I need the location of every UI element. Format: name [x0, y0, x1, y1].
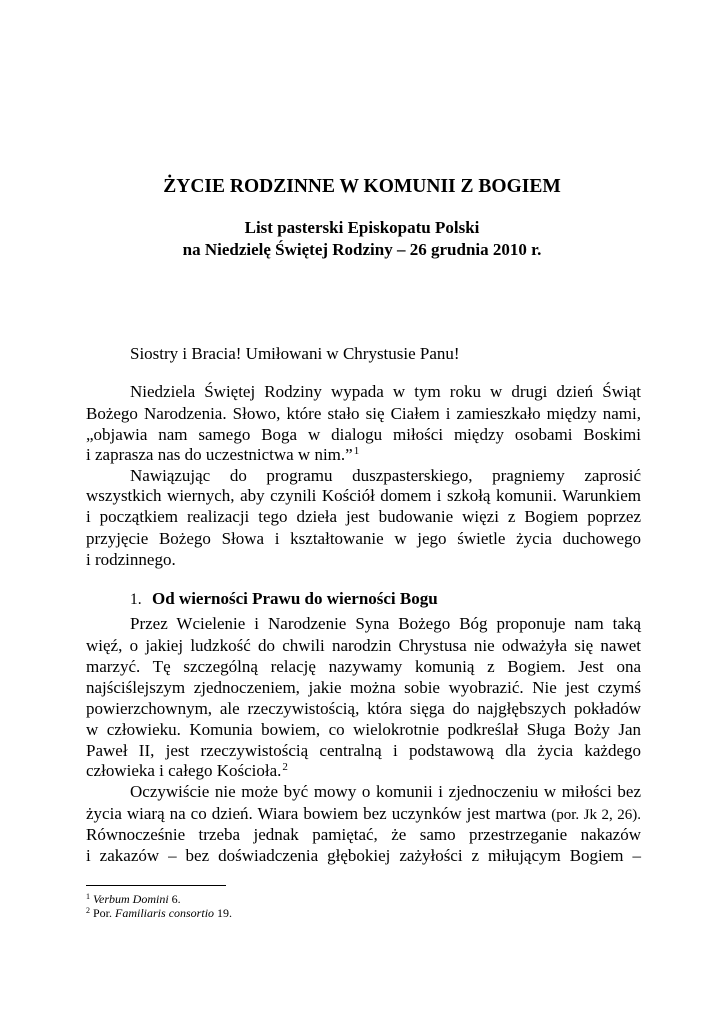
body-text-line: powierzchownym, ale rzeczywistością, która sięga do najgłębszych pokładów: [86, 699, 641, 718]
footnote: [86, 892, 181, 906]
footnote-reference: 2: [282, 761, 288, 773]
document-title: ŻYCIE RODZINNE W KOMUNII Z BOGIEM: [163, 176, 561, 197]
body-text: życia wiarą na co dzień. Wiara bowiem bez uczynków jest martwa: [86, 804, 547, 823]
footnote-separator: [86, 885, 226, 886]
footnote-source-title: Familiaris consortio: [115, 906, 215, 920]
body-text: i zaprasza nas do uczestnictwa w nim.”: [86, 445, 353, 464]
footnote-source-title: Verbum Domini: [93, 892, 169, 906]
body-text-line: Bożego Narodzenia. Słowo, które stało się Ciałem i zamieszkało między nami,: [86, 404, 641, 423]
body-text-line: Przez Wcielenie i Narodzenie Syna Bożego Bóg proponuje nam taką: [130, 614, 641, 633]
footnote-text: 6.: [168, 892, 181, 906]
body-text-line: w człowieku. Komunia bowiem, co wielokrotnie podkreślał Sługa Boży Jan: [86, 720, 641, 739]
body-text-line: Oczywiście nie może być mowy o komunii i zjednoczeniu w miłości bez: [130, 782, 641, 801]
footnote: [86, 906, 232, 920]
footnote-text: 19.: [214, 906, 233, 920]
body-text-line: [86, 444, 641, 465]
body-text-line: „objawia nam samego Boga w dialogu miłości między osobami Boskimi: [86, 425, 641, 444]
footnote-mark: 1: [86, 892, 90, 901]
body-text-line: przyjęcie Bożego Słowa i kształtowanie w jego świetle życia duchowego: [86, 529, 641, 548]
footnote-text: Por.: [93, 906, 116, 920]
body-text-line: najściślejszym zjednoczeniem, jakie można sobie wyobrazić. Nie jest czymś: [86, 678, 641, 697]
body-text-line: [86, 803, 641, 824]
section-title: Od wierności Prawu do wierności Bogu: [152, 589, 438, 608]
body-text-line: Paweł II, jest rzeczywistością centralną i podstawową dla życia każdego: [86, 741, 641, 760]
document-subtitle-line: na Niedzielę Świętej Rodziny – 26 grudnia 2010 r.: [182, 240, 542, 259]
document-subtitle-line: List pasterski Episkopatu Polski: [244, 218, 480, 237]
salutation: Siostry i Bracia! Umiłowani w Chrystusie Panu!: [130, 344, 460, 363]
body-text-line: Niedziela Świętej Rodziny wypada w tym roku w drugi dzień Świąt: [130, 382, 641, 401]
section-heading: [130, 588, 438, 609]
section-number: 1.: [130, 591, 142, 608]
footnote-mark: 2: [86, 906, 90, 915]
body-text: człowieka i całego Kościoła.: [86, 761, 282, 780]
body-text-line: marzyć. Tę szczególną relację nazywamy komunią z Bogiem. Jest ona: [86, 657, 641, 676]
body-text-line: i zakazów – bez doświadczenia głębokiej zażyłości z miłującym Bogiem –: [86, 846, 641, 865]
footnote-reference: 1: [353, 445, 360, 457]
body-text-line: Nawiązując do programu duszpasterskiego, pragniemy zaprosić: [130, 466, 641, 485]
body-text-line: i początkiem realizacji tego dzieła jest budowanie więzi z Bogiem poprzez: [86, 507, 641, 526]
body-text-line: wszystkich wiernych, aby czynili Kościół domem i szkołą komunii. Warunkiem: [86, 486, 641, 505]
body-text-line: Równocześnie trzeba jednak pamiętać, że samo przestrzeganie nakazów: [86, 825, 641, 844]
body-text-line: więź, o jakiej ludzkość do chwili narodzin Chrystusa nie odważyła się nawet: [86, 636, 641, 655]
scripture-citation: (por. Jk 2, 26).: [551, 807, 642, 823]
body-text-line: [86, 760, 641, 781]
body-text-line: i rodzinnego.: [86, 550, 176, 569]
